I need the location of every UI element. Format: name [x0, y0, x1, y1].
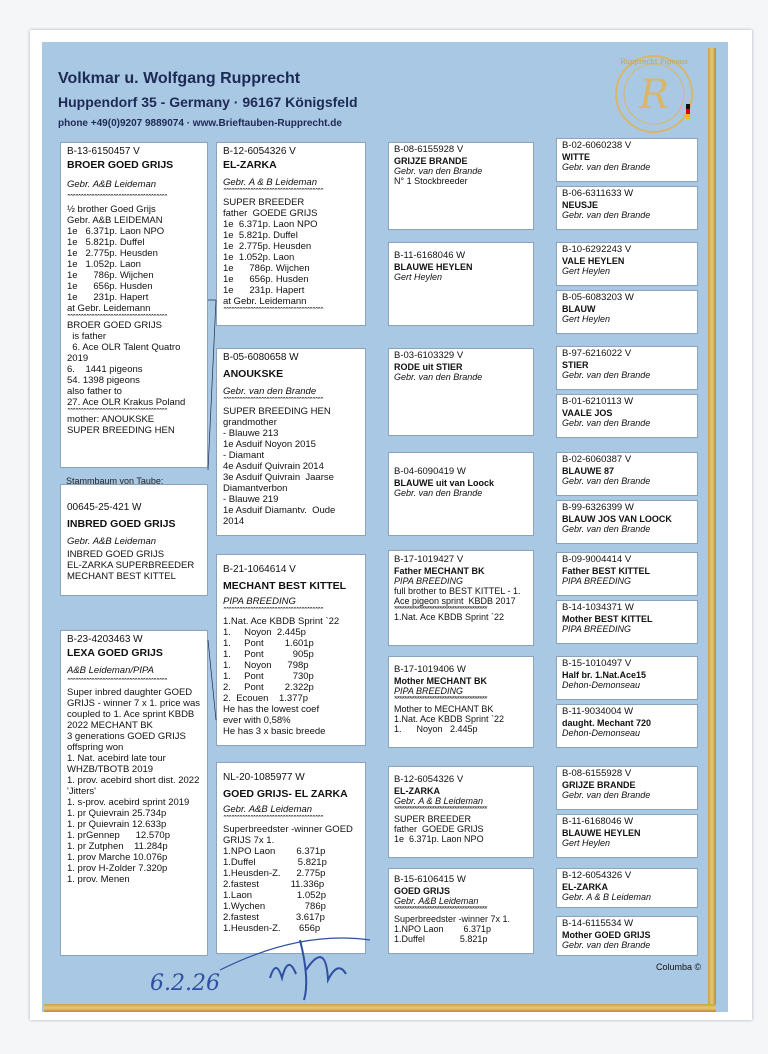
text-line: 1. prov H-Zolder 7.320p — [67, 863, 168, 874]
text-line: ½ brother Goed Grijs — [67, 204, 156, 215]
svg-text:Rupprecht Pigeons: Rupprecht Pigeons — [620, 58, 688, 66]
separator: ************************************* — [223, 307, 323, 313]
separator: ************************************* — [394, 696, 487, 702]
text-line: 3 generations GOED GRIJS — [67, 731, 186, 742]
text-line: 27. Ace OLR Krakus Poland — [67, 397, 186, 408]
text-line: 1e 2.775p. Heusden — [223, 241, 312, 252]
text-line: coupled to 1. Ace sprint KBDB — [67, 709, 195, 720]
pigeon-name: Mother GOED GRIJS — [562, 930, 651, 940]
separator: ************************************* — [394, 606, 487, 612]
owner-contact: phone +49(0)9207 9889074 · www.Brieftauben-Rupprecht.de — [58, 118, 342, 129]
pigeon-name: RODE uit STIER — [394, 362, 463, 372]
breeder-name: Gert Heylen — [562, 314, 611, 324]
text-line: 2022 MECHANT BK — [67, 720, 153, 731]
breeder-name: Gebr. van den Brande — [394, 166, 483, 176]
text-line: 1.Heusden-Z. 656p — [223, 923, 321, 934]
text-line: 3e Asduif Quivrain Jaarse — [223, 472, 334, 483]
ring-number: B-03-6103329 V — [394, 350, 464, 361]
stammbaum-label: Stammbaum von Taube: — [66, 476, 164, 486]
ring-number: B-10-6292243 V — [562, 244, 632, 255]
breeder-name: Gert Heylen — [394, 272, 443, 282]
text-line: - Blauwe 213 — [223, 428, 279, 439]
separator: ************************************* — [223, 188, 323, 194]
text-line: BROER GOED GRIJS — [67, 320, 163, 331]
text-line: 1.Nat. Ace KBDB Sprint `22 — [394, 612, 505, 622]
ring-number: B-12-6054326 V — [223, 146, 296, 157]
pigeon-name: BLAUWE HEYLEN — [562, 828, 641, 838]
ring-number: B-05-6083203 W — [562, 292, 634, 303]
text-line: GRIJS - winner 7 x 1. price was — [67, 698, 201, 709]
breeder-name: Gebr. A & B Leideman — [394, 796, 484, 806]
ring-number: B-08-6155928 V — [394, 144, 464, 155]
text-line: 1.Nat. Ace KBDB Sprint `22 — [223, 616, 340, 627]
pigeon-name: GOED GRIJS — [394, 886, 451, 896]
text-line: 2. Pont 2.322p — [223, 682, 314, 693]
text-line: Superbreedster -winner GOED — [223, 824, 353, 835]
text-line: grandmother — [223, 417, 277, 428]
text-line: 1e Asduif Noyon 2015 — [223, 439, 316, 450]
pigeon-name: Father BEST KITTEL — [562, 566, 651, 576]
text-line: 1.Laon 1.052p — [223, 890, 326, 901]
pigeon-name: GRIJZE BRANDE — [394, 156, 468, 166]
text-line: 1. Nat. acebird late tour — [67, 753, 166, 764]
breeder-name: Gebr. A&B Leideman — [67, 179, 157, 190]
separator: ************************************* — [67, 314, 167, 320]
text-line: 1. Pont 1.601p — [223, 638, 314, 649]
text-line: 1. pr Quievrain 25.734p — [67, 808, 167, 819]
breeder-name: Dehon-Demonseau — [562, 680, 641, 690]
text-line: INBRED GOED GRIJS — [67, 549, 165, 560]
separator: ************************************* — [67, 194, 167, 200]
pigeon-name: MECHANT BEST KITTEL — [223, 580, 347, 592]
text-line: 2.fastest 3.617p — [223, 912, 325, 923]
ring-number: B-09-9004414 V — [562, 554, 632, 565]
pigeon-name: Mother MECHANT BK — [394, 676, 487, 686]
text-line: mother: ANOUKSKE — [67, 414, 155, 425]
text-line: SUPER BREEDER — [223, 197, 305, 208]
text-line: Mother to MECHANT BK — [394, 704, 494, 714]
pigeon-name: LEXA GOED GRIJS — [67, 647, 163, 659]
text-line: 1.NPO Laon 6.371p — [394, 924, 492, 934]
text-line: 1. pr Quievrain 12.633p — [67, 819, 167, 830]
text-line: 1.Heusden-Z. 2.775p — [223, 868, 326, 879]
breeder-name: Gebr. van den Brande — [562, 790, 651, 800]
breeder-name: Gebr. A&B Leideman — [67, 536, 157, 547]
pigeon-name: WITTE — [562, 152, 590, 162]
ring-number: B-02-6060387 V — [562, 454, 632, 465]
text-line: 1e 1.052p. Laon — [67, 259, 141, 270]
text-line: father GOEDE GRIJS — [223, 208, 318, 219]
ring-number: B-17-1019427 V — [394, 554, 464, 565]
ring-number: B-11-6168046 W — [394, 250, 466, 261]
text-line: 1e 1.052p. Laon — [223, 252, 295, 263]
text-line: 1e 2.775p. Heusden — [67, 248, 158, 259]
breeder-name: Gert Heylen — [562, 838, 611, 848]
pigeon-name: VAALE JOS — [562, 408, 613, 418]
text-line: 54. 1398 pigeons — [67, 375, 140, 386]
breeder-name: Gebr. A & B Leideman — [562, 892, 652, 902]
text-line: 1e Asduif Diamantv. Oude — [223, 505, 336, 516]
text-line: - Diamant — [223, 450, 265, 461]
text-line: Super inbred daughter GOED — [67, 687, 193, 698]
pigeon-name: NEUSJE — [562, 200, 599, 210]
breeder-name: Gebr. van den Brande — [562, 476, 651, 486]
text-line: 1e 6.371p. Laon NPO — [223, 219, 318, 230]
breeder-name: Gebr. van den Brande — [394, 488, 483, 498]
pigeon-name: GRIJZE BRANDE — [562, 780, 636, 790]
text-line: 1e 656p. Husden — [223, 274, 309, 285]
text-line: 1e 786p. Wijchen — [67, 270, 154, 281]
text-line: 6. 1441 pigeons — [67, 364, 143, 375]
pigeon-name: Father MECHANT BK — [394, 566, 485, 576]
pigeon-name: EL-ZARKA — [223, 159, 277, 171]
svg-text:6.2.26: 6.2.26 — [150, 971, 220, 996]
text-line: full brother to BEST KITTEL - 1. — [394, 586, 521, 596]
text-line: MECHANT BEST KITTEL — [67, 571, 176, 582]
breeder-name: Gebr. A&B Leideman — [394, 896, 479, 906]
text-line: 1. s-prov. acebird sprint 2019 — [67, 797, 190, 808]
text-line: 2019 — [67, 353, 89, 364]
text-line: 1. prov Marche 10.076p — [67, 852, 168, 863]
text-line: 6. Ace OLR Talent Quatro — [67, 342, 181, 353]
text-line: offspring won — [67, 742, 124, 753]
ring-number: B-13-6150457 V — [67, 146, 140, 157]
pigeon-name: VALE HEYLEN — [562, 256, 625, 266]
text-line: 1. Noyon 798p — [223, 660, 309, 671]
text-line: 1e 231p. Hapert — [67, 292, 149, 303]
text-line: N° 1 Stockbreeder — [394, 176, 468, 186]
text-line: Superbreedster -winner 7x 1. — [394, 914, 511, 924]
separator: ************************************* — [67, 678, 167, 684]
breeder-name: PIPA BREEDING — [394, 686, 464, 696]
text-line: WHZB/TBOTB 2019 — [67, 764, 154, 775]
text-line: 1.NPO Laon 6.371p — [223, 846, 326, 857]
breeder-name: PIPA BREEDING — [394, 576, 464, 586]
owner-address: Huppendorf 35 - Germany · 96167 Königsfeld — [58, 94, 358, 110]
text-line: SUPER BREEDER — [394, 814, 472, 824]
text-line: at Gebr. Leidemann — [67, 303, 151, 314]
text-line: 2.fastest 11.336p — [223, 879, 325, 890]
copyright-label: Columba © — [656, 962, 702, 972]
text-line: at Gebr. Leidemann — [223, 296, 307, 307]
ring-number: B-14-1034371 W — [562, 602, 634, 613]
text-line: 1e 786p. Wijchen — [223, 263, 310, 274]
separator: ************************************* — [67, 408, 167, 414]
ring-number: B-12-6054326 V — [562, 870, 632, 881]
separator: ************************************* — [394, 806, 487, 812]
text-line: 1.Wychen 786p — [223, 901, 326, 912]
pigeon-name: BLAUWE 87 — [562, 466, 615, 476]
text-line: 1. Noyon 2.445p — [394, 724, 478, 734]
ring-number: B-11-6168046 W — [562, 816, 634, 827]
text-line: 1. Noyon 2.445p — [223, 627, 306, 638]
signature-icon — [150, 930, 410, 1010]
text-line: 2. Ecouen 1.377p — [223, 693, 309, 704]
text-line: EL-ZARKA SUPERBREEDER — [67, 560, 195, 571]
ring-number: B-17-1019406 W — [394, 664, 466, 675]
ring-number: B-15-1010497 V — [562, 658, 632, 669]
pigeon-name: BLAUW — [562, 304, 596, 314]
text-line: 1. Pont 730p — [223, 671, 314, 682]
text-line: 4e Asduif Quivrain 2014 — [223, 461, 324, 472]
breeder-name: PIPA BREEDING — [562, 576, 632, 586]
breeder-name: Gebr. van den Brande — [562, 524, 651, 534]
breeder-name: A&B Leideman/PIPA — [67, 665, 154, 676]
breeder-name: Gebr. van den Brande — [562, 162, 651, 172]
text-line: 1e 6.371p. Laon NPO — [67, 226, 165, 237]
text-line: - Blauwe 219 — [223, 494, 279, 505]
breeder-name: Gebr. van den Brande — [562, 418, 651, 428]
pigeon-name: Mother BEST KITTEL — [562, 614, 653, 624]
text-line: 1. prGennep 12.570p — [67, 830, 170, 841]
ring-number: B-23-4203463 W — [67, 634, 143, 645]
text-line: 1.Nat. Ace KBDB Sprint `22 — [394, 714, 505, 724]
breeder-name: Gebr. van den Brande — [223, 386, 317, 397]
pigeon-name: EL-ZARKA — [562, 882, 608, 892]
text-line: 1.Duffel 5.821p — [223, 857, 327, 868]
text-line: father GOEDE GRIJS — [394, 824, 484, 834]
svg-text:R: R — [638, 72, 670, 118]
pigeon-name: BROER GOED GRIJS — [67, 159, 174, 171]
ring-number: 00645-25-421 W — [67, 502, 142, 513]
text-line: 1e 5.821p. Duffel — [67, 237, 145, 248]
pigeon-name: Half br. 1.Nat.Ace15 — [562, 670, 647, 680]
text-line: SUPER BREEDING HEN — [67, 425, 175, 436]
text-line: 1. pr Zutphen 11.284p — [67, 841, 168, 852]
pigeon-name: daught. Mechant 720 — [562, 718, 652, 728]
ring-number: B-02-6060238 V — [562, 140, 632, 151]
pigeon-name: INBRED GOED GRIJS — [67, 518, 176, 530]
ring-number: B-08-6155928 V — [562, 768, 632, 779]
text-line: He has 3 x basic breede — [223, 726, 326, 737]
pigeon-name: BLAUW JOS VAN LOOCK — [562, 514, 672, 524]
text-line: 1. prov. acebird short dist. 2022 — [67, 775, 200, 786]
ring-number: B-14-6115534 W — [562, 918, 634, 929]
text-line: Diamantverbon — [223, 483, 288, 494]
breeder-name: PIPA BREEDING — [223, 596, 296, 607]
text-line: 1e 5.821p. Duffel — [223, 230, 298, 241]
text-line: Ace pigeon sprint KBDB 2017 — [394, 596, 516, 606]
ring-number: NL-20-1085977 W — [223, 772, 305, 783]
text-line: 1e 231p. Hapert — [223, 285, 305, 296]
ring-number: B-04-6090419 W — [394, 466, 466, 477]
ring-number: B-97-6216022 V — [562, 348, 632, 359]
text-line: 1. prov. Menen — [67, 874, 130, 885]
text-line: He has the lowest coef — [223, 704, 320, 715]
ring-number: B-05-6080658 W — [223, 352, 299, 363]
breeder-name: Gebr. van den Brande — [394, 372, 483, 382]
ring-number: B-11-9034004 W — [562, 706, 634, 717]
breeder-name: Dehon-Demonseau — [562, 728, 641, 738]
text-line: 1. Pont 905p — [223, 649, 314, 660]
ring-number: B-12-6054326 V — [394, 774, 464, 785]
owner-name: Volkmar u. Wolfgang Rupprecht — [58, 70, 301, 87]
breeder-name: PIPA BREEDING — [562, 624, 632, 634]
text-line: Gebr. A&B LEIDEMAN — [67, 215, 163, 226]
breeder-name: Gert Heylen — [562, 266, 611, 276]
pigeon-name: GOED GRIJS- EL ZARKA — [223, 788, 348, 800]
text-line: ever with 0,58% — [223, 715, 291, 726]
pigeon-name: EL-ZARKA — [394, 786, 440, 796]
ring-number: B-21-1064614 V — [223, 564, 296, 575]
breeder-name: Gebr. van den Brande — [562, 370, 651, 380]
text-line: also father to — [67, 386, 122, 397]
breeder-name: Gebr. A&B Leideman — [223, 804, 313, 815]
separator: ************************************* — [394, 906, 487, 912]
pigeon-name: ANOUKSKE — [223, 368, 284, 380]
ring-number: B-99-6326399 W — [562, 502, 634, 513]
pigeon-name: BLAUWE uit van Loock — [394, 478, 495, 488]
separator: ************************************* — [223, 815, 323, 821]
breeder-name: Gebr. A & B Leideman — [223, 177, 317, 188]
text-line: 'Jitters' — [67, 786, 96, 797]
pigeon-name: STIER — [562, 360, 589, 370]
breeder-name: Gebr. van den Brande — [562, 210, 651, 220]
text-line: 1e 6.371p. Laon NPO — [394, 834, 484, 844]
ring-number: B-06-6311633 W — [562, 188, 634, 199]
ring-number: B-15-6106415 W — [394, 874, 466, 885]
text-line: GRIJS 7x 1. — [223, 835, 275, 846]
text-line: is father — [67, 331, 107, 342]
text-line: 2014 — [223, 516, 245, 527]
separator: ************************************* — [223, 607, 323, 613]
pigeon-name: BLAUWE HEYLEN — [394, 262, 473, 272]
text-line: 1e 656p. Husden — [67, 281, 153, 292]
breeder-name: Gebr. van den Brande — [562, 940, 651, 950]
ring-number: B-01-6210113 W — [562, 396, 634, 407]
text-line: 1.Duffel 5.821p — [394, 934, 488, 944]
text-line: SUPER BREEDING HEN — [223, 406, 331, 417]
separator: ************************************* — [223, 397, 323, 403]
